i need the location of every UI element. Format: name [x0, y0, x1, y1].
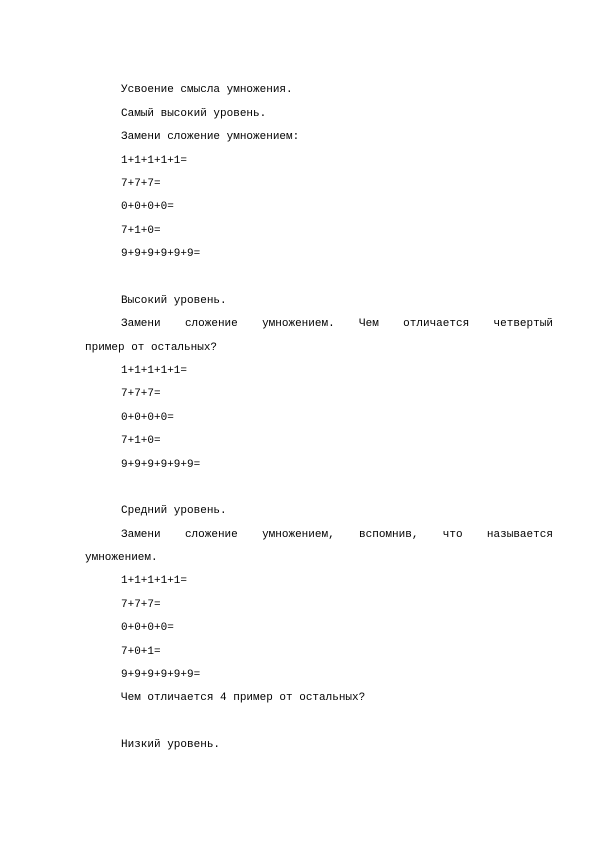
example-line: 1+1+1+1+1=: [121, 155, 188, 167]
example-line: 7+7+7=: [121, 599, 161, 611]
example-line: 9+9+9+9+9+9=: [121, 248, 201, 260]
section-title: Усвоение смысла умножения.: [121, 84, 293, 96]
example-line: 0+0+0+0=: [121, 201, 174, 213]
task-text: Замени сложение умножением:: [121, 131, 300, 143]
task-word: что: [442, 529, 463, 541]
task-word: называется: [486, 529, 553, 541]
example-line: 0+0+0+0=: [121, 412, 174, 424]
example-line: 7+0+1=: [121, 646, 161, 658]
level-heading-medium: Средний уровень.: [121, 505, 227, 517]
task-word: вспомнив,: [359, 529, 419, 541]
task-text-continuation: умножением.: [85, 552, 158, 564]
level-heading-low: Низкий уровень.: [121, 739, 221, 751]
task-word: умножением,: [262, 529, 335, 541]
task-text-continuation: пример от остальных?: [85, 342, 218, 354]
example-line: 1+1+1+1+1=: [121, 575, 188, 587]
task-word: четвертый: [493, 318, 553, 330]
task-word: Замени: [121, 529, 161, 541]
example-line: 7+7+7=: [121, 388, 161, 400]
example-line: 1+1+1+1+1=: [121, 365, 188, 377]
example-line: 9+9+9+9+9+9=: [121, 459, 201, 471]
level-heading-high: Высокий уровень.: [121, 295, 227, 307]
level-heading-highest: Самый высокий уровень.: [121, 108, 267, 120]
example-line: 9+9+9+9+9+9=: [121, 669, 201, 681]
task-word: Чем: [359, 318, 379, 330]
question-text: Чем отличается 4 пример от остальных?: [121, 692, 366, 704]
task-text-justified: [121, 317, 553, 331]
task-word: Замени: [121, 318, 161, 330]
example-line: 7+1+0=: [121, 225, 161, 237]
task-word: сложение: [184, 318, 238, 330]
task-word: умножением.: [262, 318, 335, 330]
example-line: 0+0+0+0=: [121, 622, 174, 634]
task-word: сложение: [184, 529, 238, 541]
task-word: отличается: [403, 318, 470, 330]
example-line: 7+7+7=: [121, 178, 161, 190]
task-text-justified: [121, 528, 553, 542]
example-line: 7+1+0=: [121, 435, 161, 447]
